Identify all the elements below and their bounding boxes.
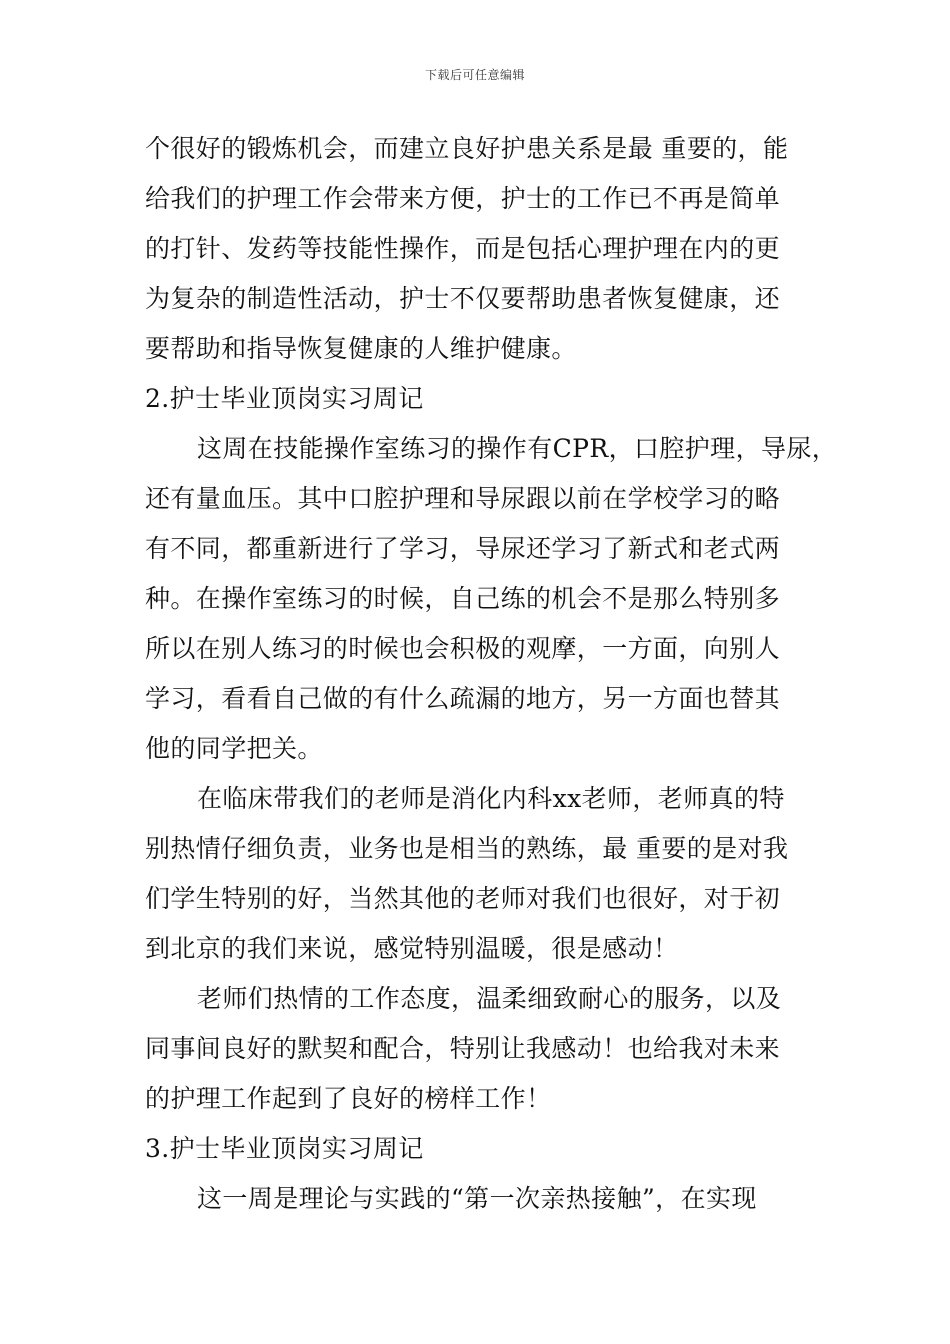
paragraph-line: 他的同学把关。 [145,734,323,763]
paragraph-line: 别热情仔细负责，业务也是相当的熟练，最 重要的是对我 [145,834,789,863]
paragraph-line: 在临床带我们的老师是消化内科xx老师，老师真的特 [197,784,785,813]
section-heading: 2.护士毕业顶岗实习周记 [145,384,424,413]
paragraph-line: 所以在别人练习的时候也会积极的观摩，一方面，向别人 [145,634,781,663]
section-heading: 3.护士毕业顶岗实习周记 [145,1134,424,1163]
paragraph-line: 要帮助和指导恢复健康的人维护健康。 [145,334,577,363]
paragraph-line: 老师们热情的工作态度，温柔细致耐心的服务，以及 [197,984,782,1013]
paragraph-line: 同事间良好的默契和配合，特别让我感动！也给我对未来 [145,1034,781,1063]
paragraph-line: 们学生特别的好，当然其他的老师对我们也很好，对于初 [145,884,781,913]
document-body [145,124,838,1224]
paragraph-line: 的打针、发药等技能性操作，而是包括心理护理在内的更 [145,234,781,263]
paragraph-line: 这一周是理论与实践的“第一次亲热接触”，在实现 [197,1184,757,1213]
paragraph-line: 这周在技能操作室练习的操作有CPR，口腔护理，导尿， [197,434,838,463]
paragraph-line: 为复杂的制造性活动，护士不仅要帮助患者恢复健康，还 [145,284,781,313]
paragraph-line: 个很好的锻炼机会，而建立良好护患关系是最 重要的，能 [145,134,789,163]
paragraph-line: 学习，看看自己做的有什么疏漏的地方，另一方面也替其 [145,684,781,713]
paragraph-line: 给我们的护理工作会带来方便，护士的工作已不再是简单 [145,184,781,213]
paragraph-line: 到北京的我们来说，感觉特别温暖，很是感动！ [145,934,679,963]
paragraph-line: 种。在操作室练习的时候，自己练的机会不是那么特别多 [145,584,781,613]
paragraph-line: 有不同，都重新进行了学习，导尿还学习了新式和老式两 [145,534,781,563]
paragraph-line: 还有量血压。其中口腔护理和导尿跟以前在学校学习的略 [145,484,781,513]
page-header: 下载后可任意编辑 [424,68,525,82]
paragraph-line: 的护理工作起到了良好的榜样工作！ [145,1084,552,1113]
